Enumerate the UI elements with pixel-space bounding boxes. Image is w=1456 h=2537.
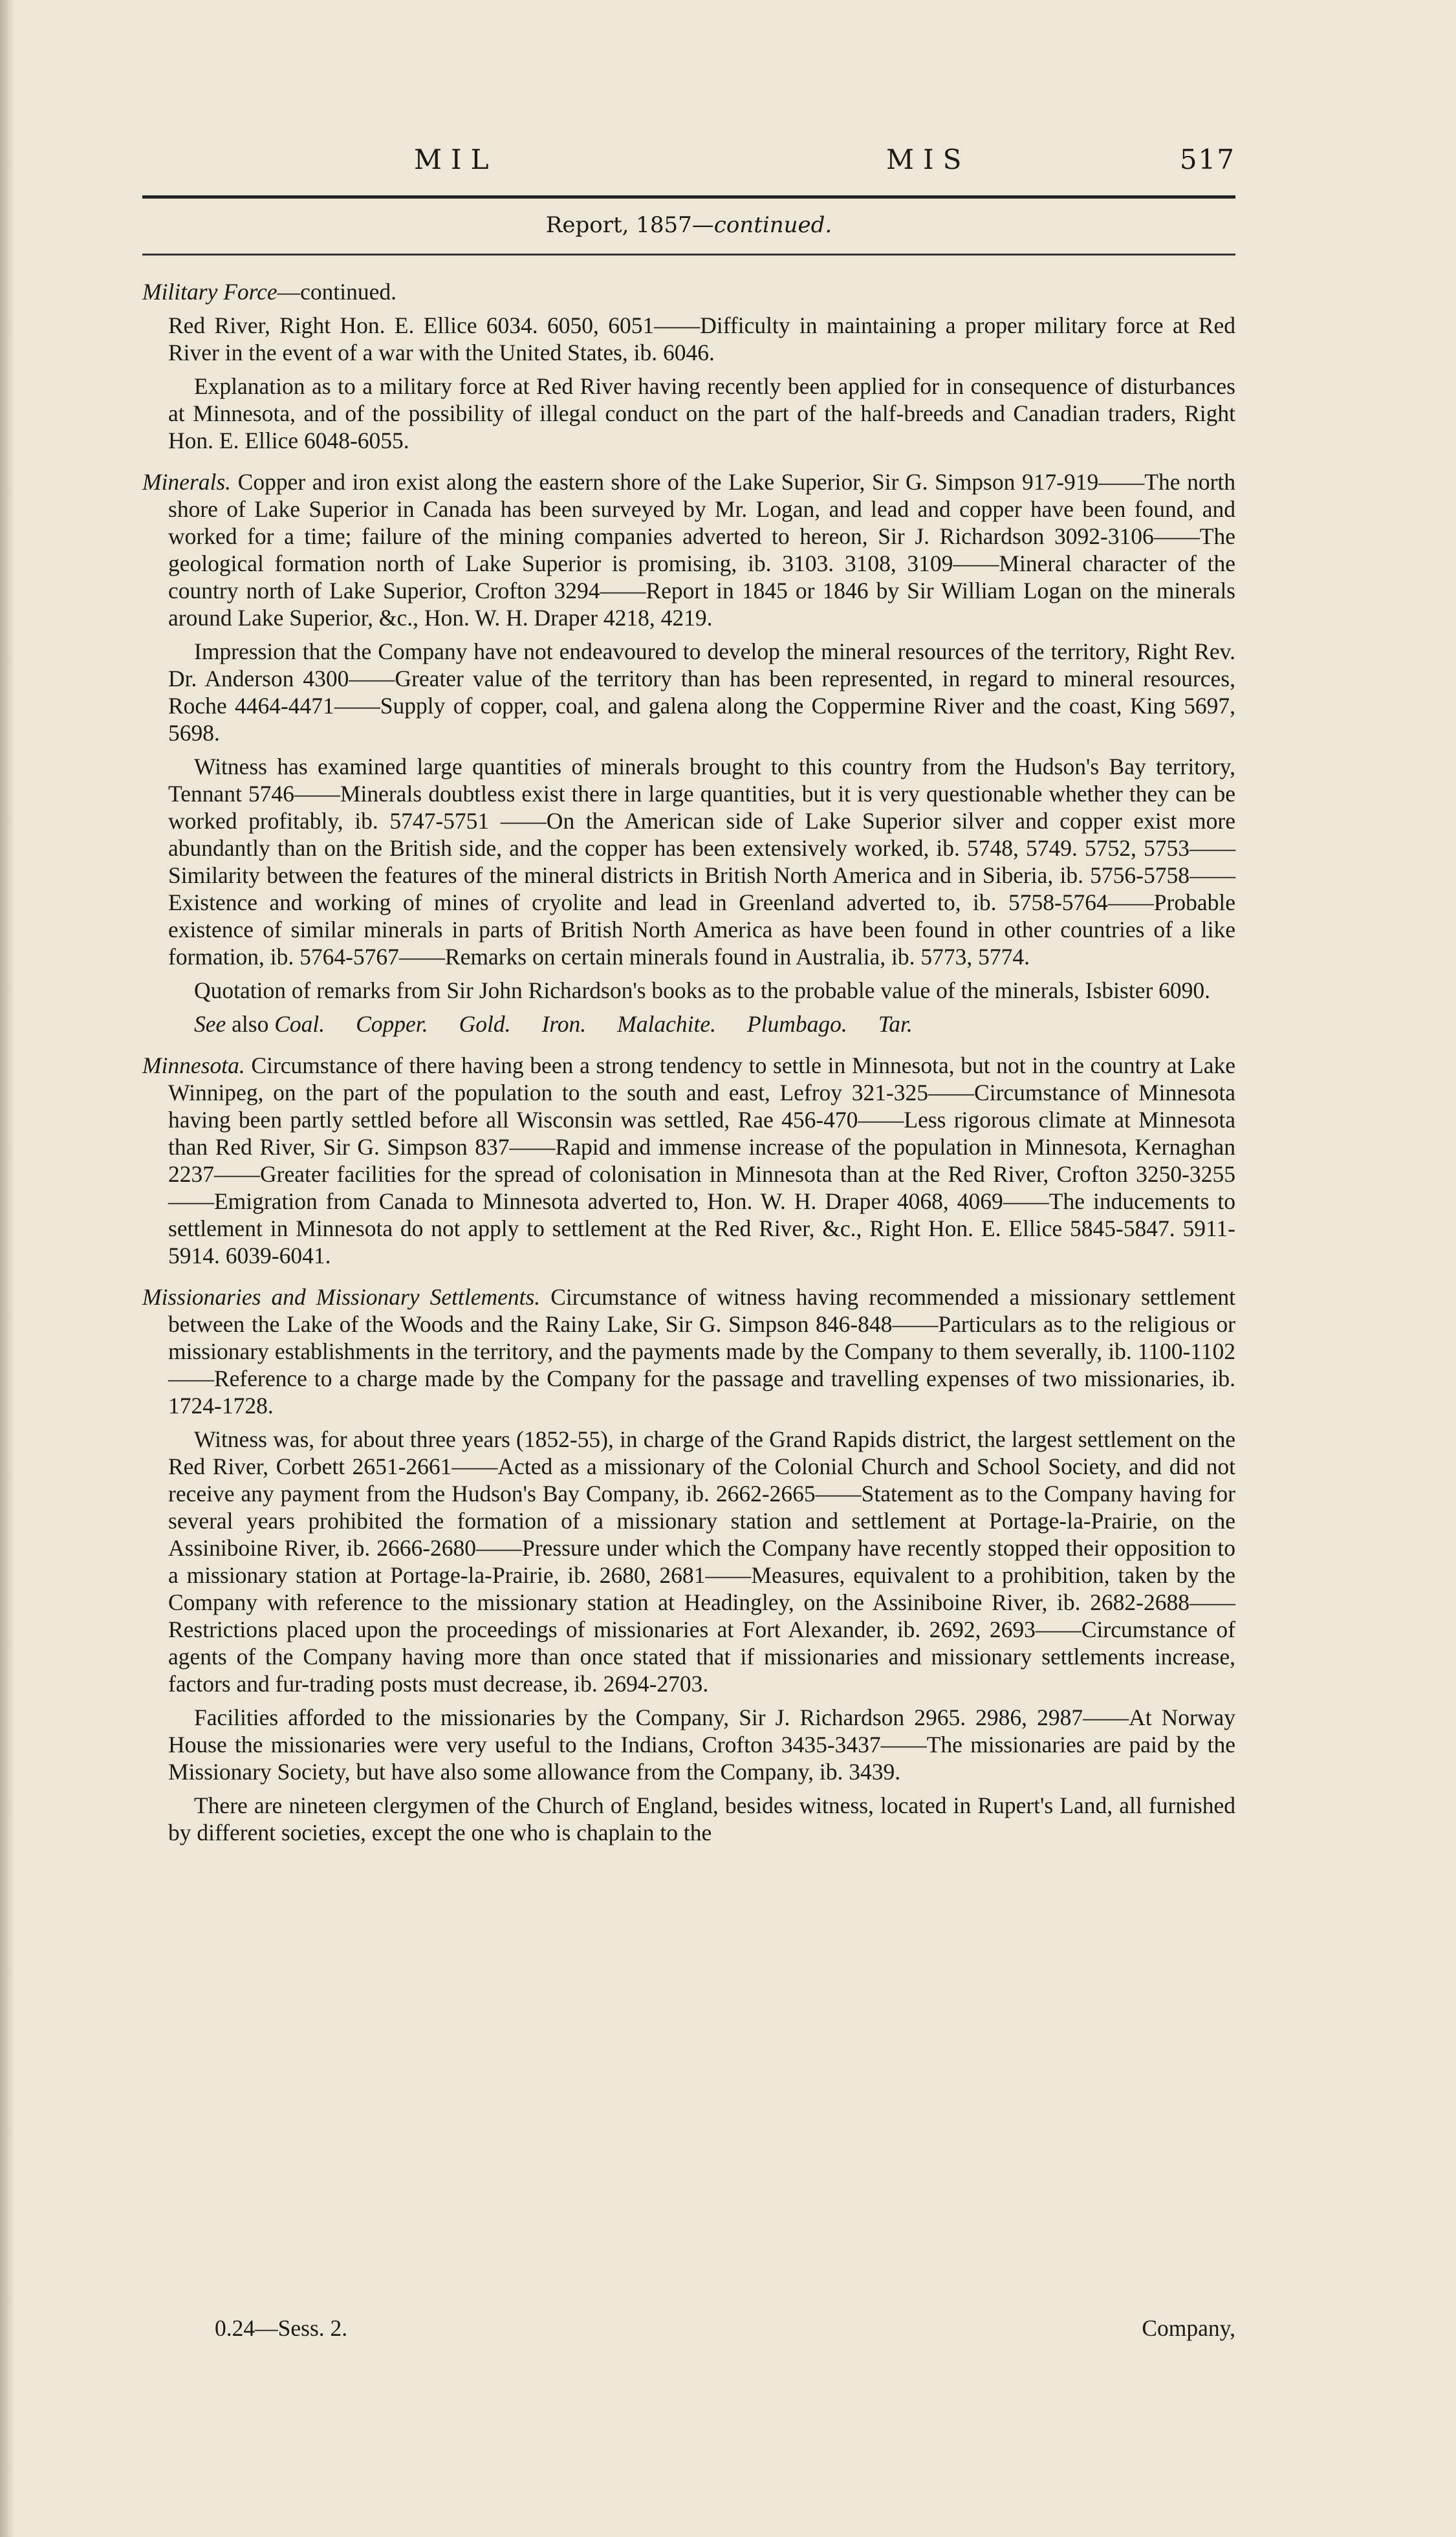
see-also-item: Gold. (459, 1011, 511, 1037)
entry-paragraph-text: Copper and iron exist along the eastern shore of the Lake Superior, Sir G. Simpson 917-919——The north shore of Lake Superior in Canada has been surveyed by Mr. Logan, and lead and copper have been found, and worked for a time; failure of the mining companies adverted to hereon, Sir J. Richardson 3092-3106——The geological formation north of Lake Superior is promising, ib. 3103. 3108, 3109——Mineral character of the country north of Lake Superior, Crofton 3294——Report in 1845 or 1846 by Sir William Logan on the minerals around Lake Superior, &c., Hon. W. H. Draper 4218, 4219. (168, 469, 1236, 631)
see-label: See (194, 1011, 226, 1037)
entry-paragraph-text: Circumstance of witness having recommended a missionary settlement between the Lake of the Woods and the Rainy Lake, Sir G. Simpson 846-848——Particulars as to the religious or missionary establishments in the territory, and the payments made by the Company to them severally, ib. 1100-1102——Reference to a charge made by the Company for the passage and travelling expenses of two missionaries, ib. 1724-1728. (168, 1284, 1236, 1419)
page-footer (168, 2314, 1235, 2343)
subhead-continued: continued. (713, 212, 832, 238)
entry-paragraph: Red River, Right Hon. E. Ellice 6034. 6050, 6051——Difficulty in maintaining a proper military force at Red River in the event of a war with the United States, ib. 6046. (168, 312, 1235, 365)
entry-military-force (142, 278, 1235, 454)
see-also-item: Plumbago. (746, 1011, 847, 1037)
entry-paragraph: Facilities afforded to the missionaries by the Company, Sir J. Richardson 2965. 2986, 2987——At Norway House the missionaries were very useful to the Indians, Crofton 3435-3437——The missionaries are paid by the Missionary Society, but have also some allowance from the Company, ib. 3439. (168, 1704, 1235, 1785)
see-also-item: Copper. (356, 1011, 428, 1037)
entry-paragraph: Quotation of remarks from Sir John Richardson's books as to the probable value of the minerals, Isbister 6090. (194, 977, 1211, 1003)
see-also-item: Tar. (878, 1011, 913, 1037)
footer-catchword: Company, (1142, 2315, 1235, 2341)
entry-missionaries (142, 1283, 1235, 1846)
entry-paragraph: Witness has examined large quantities of minerals brought to this country from the Hudson's Bay territory, Tennant 5746——Minerals doubtless exist there in large quantities, but it is very questionable whether they can be worked profitably, ib. 5747-5751 ——On the American side of Lake Superior silver and copper exist more abundantly than on the British side, and the copper has been extensively worked, ib. 5748, 5749. 5752, 5753——Similarity between the features of the mineral districts in British North America and in Siberia, ib. 5756-5758——Existence and working of mines of cryolite and lead in Greenland adverted to, ib. 5758-5764——Probable existence of similar minerals in parts of British North America as have been found in other countries of a like formation, ib. 5764-5767——Remarks on certain minerals found in Australia, ib. 5773, 5774. (168, 754, 1235, 970)
subhead-rule (142, 254, 1235, 256)
entry-first-paragraph (142, 1283, 1235, 1419)
entry-heading-line (142, 278, 1235, 305)
entry-paragraph: Explanation as to a military force at Red River having recently been applied for in consequence of disturbances at Minnesota, and of the possibility of illegal conduct on the part of the half-breeds and Canadian traders, Right Hon. E. Ellice 6048-6055. (168, 373, 1235, 453)
running-head-left: MIL (414, 144, 498, 175)
entry-paragraph: There are nineteen clergymen of the Church of England, besides witness, located in Rupert's Land, all furnished by different societies, except the one who is chaplain to the (168, 1792, 1235, 1846)
header-rule (142, 195, 1235, 199)
see-also-rest: also (226, 1011, 275, 1037)
entry-paragraph-text: Circumstance of there having been a strong tendency to settle in Minnesota, but not in the country at Lake Winnipeg, on the part of the population to the south and east, Lefroy 321-325——Circumstance of Minnesota having been partly settled before all Wisconsin was settled, Rae 456-470——Less rigorous climate at Minnesota than Red River, Sir G. Simpson 837——Rapid and immense increase of the population in Minnesota, Kernaghan 2237——Greater facilities for the spread of colonisation in Minnesota than at the Red River, Crofton 3250-3255——Emigration from Canada to Minnesota adverted to, Hon. W. H. Draper 4068, 4069——The inducements to settlement in Minnesota do not apply to settlement at the Red River, &c., Right Hon. E. Ellice 5845-5847. 5911-5914. 6039-6041. (168, 1052, 1235, 1268)
entry-minnesota (142, 1052, 1235, 1269)
see-also-item: Malachite. (617, 1011, 716, 1037)
entry-headword: Minnesota. (142, 1052, 245, 1078)
entry-minerals (142, 468, 1235, 1038)
binding-edge (0, 0, 14, 2537)
entry-heading-rest: —continued. (277, 279, 397, 305)
running-head (142, 144, 1235, 189)
entry-paragraph: Witness was, for about three years (1852-55), in charge of the Grand Rapids district, the largest settlement on the Red River, Corbett 2651-2661——Acted as a missionary of the Colonial Church and School Society, and did not receive any payment from the Hudson's Bay Company, ib. 2662-2665——Statement as to the Company having for several years prohibited the formation of a missionary station and settlement at Portage-la-Prairie, on the Assiniboine River, ib. 2666-2680——Pressure under which the Company have recently stopped their opposition to a missionary station at Portage-la-Prairie, ib. 2680, 2681——Measures, equivalent to a prohibition, taken by the Company with reference to the missionary station at Headingley, on the Assiniboine River, ib. 2682-2688——Restrictions placed upon the proceedings of missionaries at Fort Alexander, ib. 2692, 2693——Circumstance of agents of the Company having more than once stated that if missionaries and missionary settlements increase, factors and fur-trading posts must decrease, ib. 2694-2703. (168, 1426, 1235, 1697)
entry-first-paragraph (142, 468, 1235, 631)
running-head-right: MIS (886, 144, 971, 175)
subhead-main: Report, 1857— (545, 212, 714, 238)
report-subhead (142, 212, 1235, 238)
index-content (142, 278, 1235, 1860)
see-also-item: Iron. (541, 1011, 587, 1037)
see-also-item: Coal. (274, 1011, 325, 1037)
entry-headword: Minerals. (142, 469, 232, 495)
entry-headword: Missionaries and Missionary Settlements. (142, 1284, 541, 1310)
see-also-line (142, 1010, 1235, 1038)
footer-signature: 0.24—Sess. 2. (215, 2315, 348, 2341)
entry-first-paragraph (142, 1052, 1235, 1269)
entry-paragraph: Impression that the Company have not endeavoured to develop the mineral resources of the territory, Right Rev. Dr. Anderson 4300——Greater value of the territory than has been represented, in regard to mineral resources, Roche 4464-4471——Supply of copper, coal, and galena along the Coppermine River and the coast, King 5697, 5698. (168, 638, 1235, 746)
page-number: 517 (1179, 144, 1235, 175)
entry-headword: Military Force (142, 279, 277, 305)
